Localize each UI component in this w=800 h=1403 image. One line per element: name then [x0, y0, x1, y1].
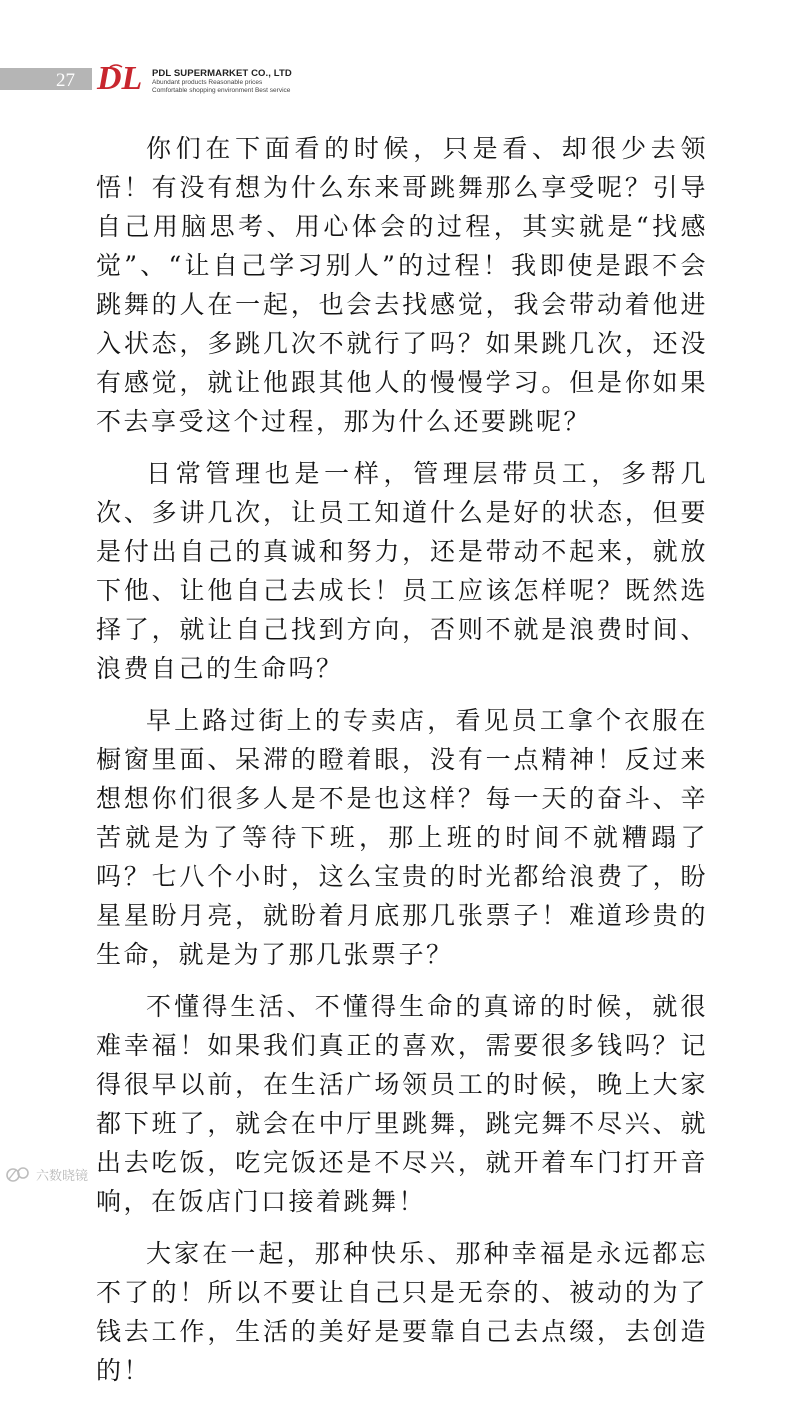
watermark	[6, 1162, 88, 1186]
logo-lettering: DL	[97, 60, 143, 94]
page-body	[96, 129, 708, 1403]
company-info	[152, 68, 292, 95]
watermark-text: 六数晓镜	[36, 1168, 89, 1184]
page-number: 27	[56, 70, 75, 91]
paragraph-5: 大家在一起，那种快乐、那种幸福是永远都忘不了的！所以不要让自己只是无奈的、被动的为了钱去工作，生活的美好是要靠自己去点缀，去创造的！	[96, 1239, 708, 1385]
watermark-logo-icon	[6, 1165, 32, 1183]
tagline-line-1: Abundant products Reasonable prices	[152, 79, 263, 86]
company-logo-icon	[96, 58, 148, 94]
page-header	[0, 60, 800, 94]
page-number-bar	[0, 68, 92, 90]
paragraph-3: 早上路过街上的专卖店，看见员工拿个衣服在橱窗里面、呆滞的瞪着眼，没有一点精神！反过来想想你们很多人是不是也这样？每一天的奋斗、辛苦就是为了等待下班，那上班的时间不就糟蹋了吗？七八个小时，这么宝贵的时光都给浪费了，盼星星盼月亮，就盼着月底那几张票子！难道珍贵的生命，就是为了那几张票子？	[96, 706, 708, 969]
paragraph-1: 你们在下面看的时候，只是看、却很少去领悟！有没有想为什么东来哥跳舞那么享受呢？引导自己用脑思考、用心体会的过程，其实就是“找感觉”、“让自己学习别人”的过程！我即使是跟不会跳舞的人在一起，也会去找感觉，我会带动着他进入状态，多跳几次不就行了吗？如果跳几次，还没有感觉，就让他跟其他人的慢慢学习。但是你如果不去享受这个过程，那为什么还要跳呢？	[96, 134, 708, 436]
paragraph-2: 日常管理也是一样，管理层带员工，多帮几次、多讲几次，让员工知道什么是好的状态，但要是付出自己的真诚和努力，还是带动不起来，就放下他、让他自己去成长！员工应该怎样呢？既然选择了，就让自己找到方向，否则不就是浪费时间、浪费自己的生命吗？	[96, 459, 708, 683]
tagline-line-2: Comfortable shopping environment Best service	[152, 87, 291, 94]
company-name: PDL SUPERMARKET CO., LTD	[152, 68, 292, 79]
paragraph-4: 不懂得生活、不懂得生命的真谛的时候，就很难幸福！如果我们真正的喜欢，需要很多钱吗？记得很早以前，在生活广场领员工的时候，晚上大家都下班了，就会在中厅里跳舞，跳完舞不尽兴、就出去吃饭，吃完饭还是不尽兴，就开着车门打开音响，在饭店门口接着跳舞！	[96, 992, 708, 1216]
